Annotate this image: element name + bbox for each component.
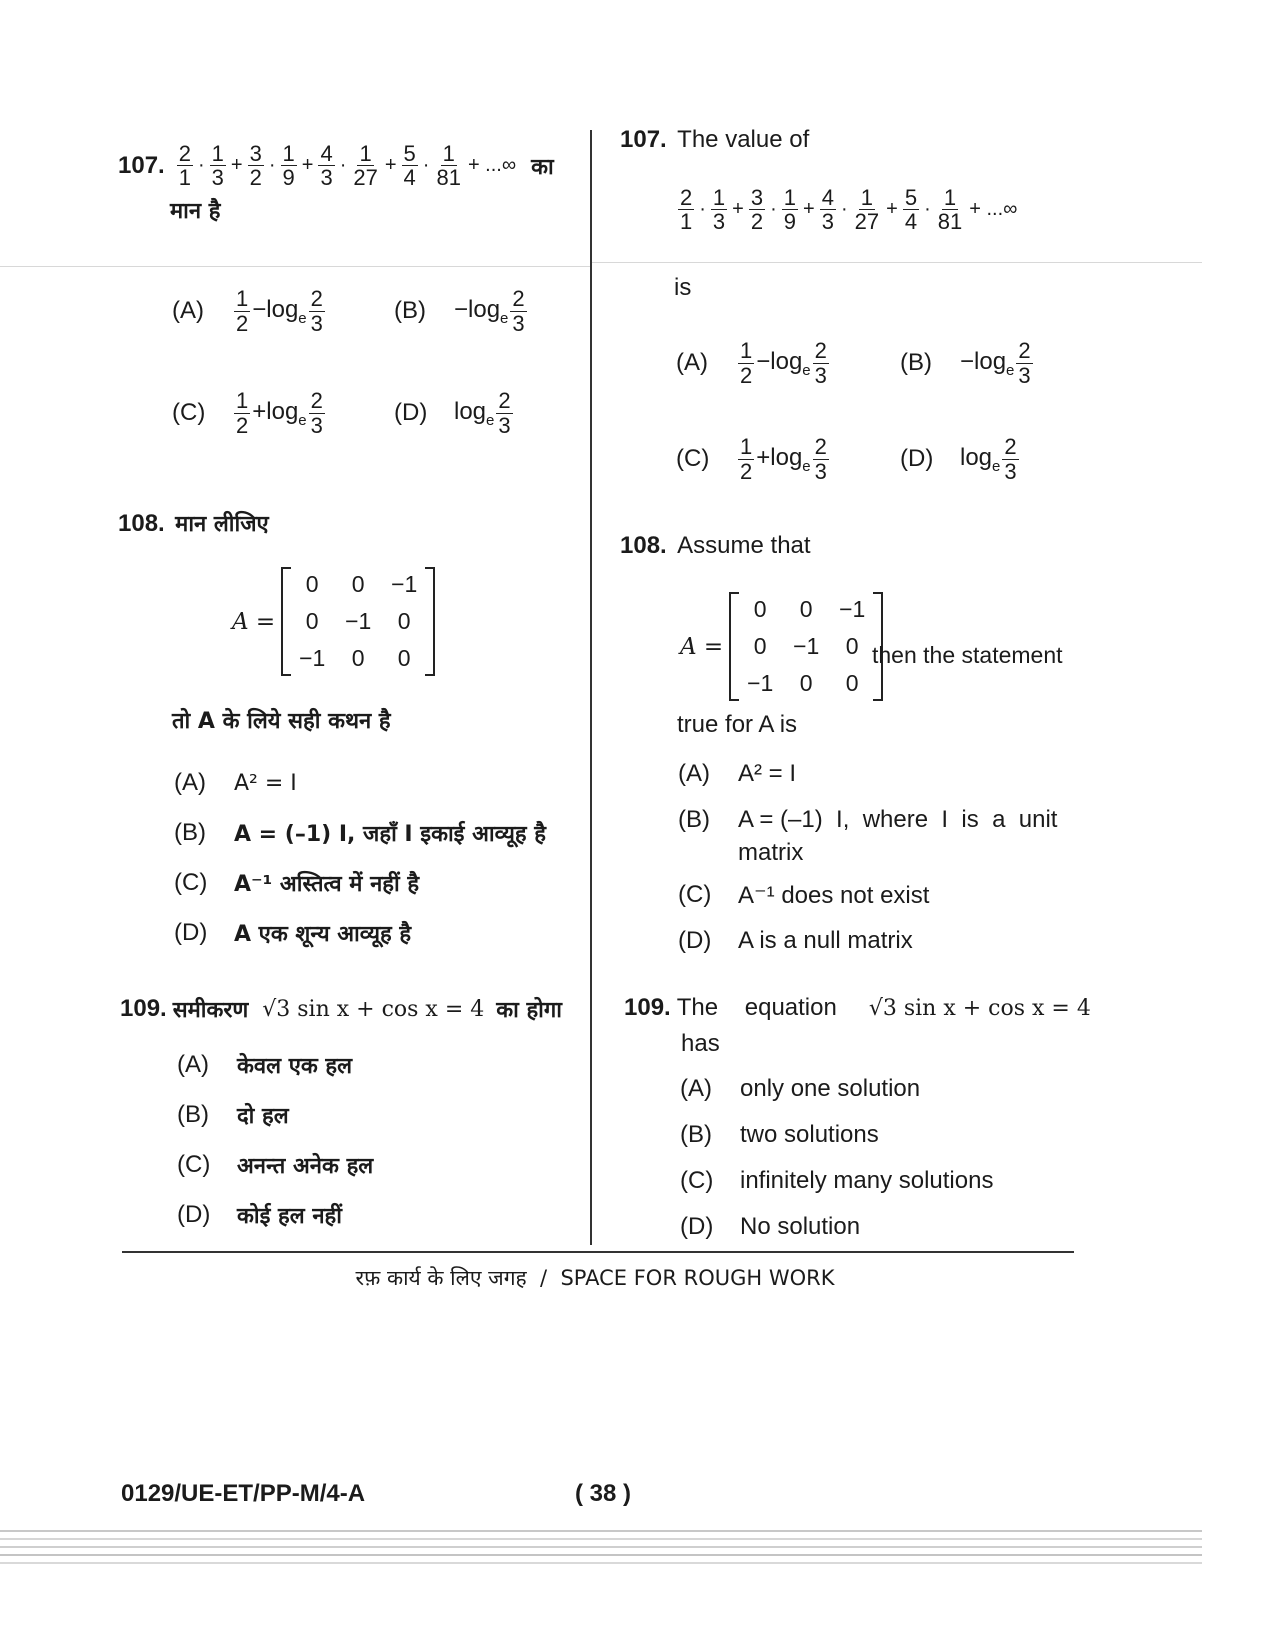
option-c[interactable] <box>680 1158 993 1204</box>
matrix-cell: 0 <box>397 608 411 634</box>
option-a[interactable] <box>177 1040 373 1090</box>
option-label: (D) <box>177 1201 211 1228</box>
option-text: A एक शून्य आव्यूह है <box>234 922 412 947</box>
page-number: ( 38 ) <box>575 1480 632 1507</box>
question-number: 109. <box>624 994 671 1021</box>
option-d[interactable] <box>900 435 1021 482</box>
fraction-half: $\frac{1}{2}$ <box>236 388 249 438</box>
matrix-cell: −1 <box>839 596 866 622</box>
option-label: (C) <box>174 869 208 896</box>
question-number: 109. <box>120 995 167 1022</box>
series-tail: + ...∞ <box>467 154 517 177</box>
option-text: A² = I <box>738 760 797 787</box>
left-q109-options <box>177 1040 373 1240</box>
series-fraction: $\frac{3}{2}$ <box>750 185 764 235</box>
stem-pre: The equation <box>676 994 837 1021</box>
option-label: (B) <box>394 297 426 324</box>
plus-sign: + <box>886 198 898 221</box>
matrix-cell: 0 <box>845 670 859 696</box>
intro-text: Assume that <box>677 532 811 559</box>
option-label: (A) <box>680 1075 712 1102</box>
right-q109-options <box>680 1066 993 1250</box>
option-label: (B) <box>900 349 932 376</box>
option-label: (A) <box>676 349 708 376</box>
matrix-cell: 0 <box>753 633 767 659</box>
option-b[interactable] <box>900 339 1035 386</box>
right-q107-is: is <box>674 274 692 301</box>
question-number: 107. <box>118 151 165 179</box>
left-q109 <box>120 994 562 1024</box>
option-a[interactable] <box>680 1066 993 1112</box>
option-d[interactable] <box>678 918 1057 964</box>
option-b[interactable] <box>680 1112 993 1158</box>
option-label: (C) <box>177 1151 211 1178</box>
fraction-two-thirds: $\frac{2}{3}$ <box>814 338 827 388</box>
plus-log: $+\log_e$ <box>252 397 307 429</box>
matrix-cell: 0 <box>305 571 319 597</box>
fraction-two-thirds: $\frac{2}{3}$ <box>498 388 511 438</box>
series-tail: + ...∞ <box>969 198 1018 221</box>
option-label: (D) <box>900 445 934 472</box>
option-text: अनन्त अनेक हल <box>237 1154 374 1179</box>
option-text: A⁻¹ does not exist <box>738 881 930 909</box>
fraction-half: $\frac{1}{2}$ <box>236 286 249 336</box>
option-d[interactable] <box>394 389 515 436</box>
option-b-continued <box>678 838 1057 868</box>
minus-log: $-\log_e$ <box>756 347 811 379</box>
matrix-cell: −1 <box>299 645 326 671</box>
dot-operator: · <box>422 154 430 177</box>
minus-log: $-\log_e$ <box>252 295 307 327</box>
right-after-matrix: then the statement <box>872 642 1063 668</box>
option-label: (B) <box>678 806 710 833</box>
right-q107 <box>620 126 809 154</box>
dot-operator: · <box>339 154 347 177</box>
matrix-grid <box>729 592 883 701</box>
option-label: (B) <box>174 819 206 846</box>
dot-operator: · <box>840 198 848 221</box>
plus-sign: + <box>301 154 314 177</box>
fraction-two-thirds: $\frac{2}{3}$ <box>512 286 525 336</box>
matrix-cell: −1 <box>747 670 774 696</box>
matrix-cell: −1 <box>793 633 820 659</box>
right-matrix <box>680 592 883 701</box>
dot-operator: · <box>699 198 706 221</box>
option-text: केवल एक हल <box>237 1054 353 1079</box>
option-text: matrix <box>738 839 804 866</box>
series-fraction: $\frac{3}{2}$ <box>249 141 262 191</box>
option-b[interactable] <box>394 287 529 334</box>
option-c[interactable] <box>676 435 900 482</box>
option-label: (C) <box>676 445 710 472</box>
plus-sign: + <box>230 154 243 177</box>
option-d[interactable] <box>680 1204 993 1250</box>
option-label: (D) <box>394 399 428 426</box>
dot-operator: · <box>197 154 205 177</box>
right-q108 <box>620 532 811 560</box>
matrix-cell: 0 <box>845 633 859 659</box>
paper-code: 0129/UE-ET/PP-M/4-A <box>121 1480 366 1507</box>
option-text: A is a null matrix <box>738 927 913 954</box>
option-label: (C) <box>680 1167 714 1194</box>
series-fraction: $\frac{1}{27}$ <box>353 141 378 191</box>
stem-line2: मान है <box>170 199 221 225</box>
suffix-text: का <box>531 154 554 180</box>
option-a[interactable] <box>174 758 546 808</box>
question-number: 108. <box>118 510 165 537</box>
option-text: A = (–1) I, where I is a unit <box>738 806 1058 833</box>
right-q109-line2: has <box>681 1030 720 1057</box>
matrix-cell: 0 <box>351 571 365 597</box>
fraction-two-thirds: $\frac{2}{3}$ <box>1018 338 1031 388</box>
series-fraction: $\frac{5}{4}$ <box>403 141 416 191</box>
fraction-half: $\frac{1}{2}$ <box>740 434 753 484</box>
column-divider <box>590 130 592 1245</box>
plus-sign: + <box>803 198 815 221</box>
left-q108 <box>118 508 269 538</box>
right-q108-stem: true for A is <box>677 711 798 738</box>
plus-sign: + <box>384 154 397 177</box>
fraction-two-thirds: $\frac{2}{3}$ <box>814 434 827 484</box>
option-a[interactable] <box>676 339 900 386</box>
series-fraction: $\frac{1}{9}$ <box>783 185 797 235</box>
left-q108-stem: तो A के लिये सही कथन है <box>172 709 391 734</box>
matrix-cell: 0 <box>799 670 813 696</box>
option-b[interactable] <box>174 808 546 858</box>
right-series-expression <box>676 186 1020 233</box>
matrix-label: A = <box>232 608 276 635</box>
question-number: 107. <box>620 126 667 153</box>
log: $\log_e$ <box>960 443 1001 475</box>
intro-text: मान लीजिए <box>175 512 269 537</box>
minus-log: $-\log_e$ <box>960 347 1015 379</box>
log: $\log_e$ <box>454 397 495 429</box>
right-q109 <box>624 994 1091 1022</box>
equation: √3 sin x + cos x = 4 <box>868 995 1091 1021</box>
matrix-grid <box>281 567 435 676</box>
option-b[interactable] <box>678 802 1057 838</box>
left-q107 <box>118 142 554 225</box>
matrix-cell: −1 <box>391 571 418 597</box>
option-c[interactable] <box>678 872 1057 918</box>
right-q108-options <box>678 752 1057 964</box>
option-c[interactable] <box>177 1140 373 1190</box>
equation: √3 sin x + cos x = 4 <box>262 996 485 1022</box>
matrix-cell: 0 <box>397 645 411 671</box>
left-q108-options <box>174 758 546 958</box>
option-label: (A) <box>177 1051 209 1078</box>
option-label: (B) <box>680 1121 712 1148</box>
series-fraction: $\frac{1}{9}$ <box>282 141 295 191</box>
series-fraction: $\frac{1}{3}$ <box>712 185 726 235</box>
fraction-two-thirds: $\frac{2}{3}$ <box>1004 434 1017 484</box>
series-fraction: $\frac{4}{3}$ <box>320 141 333 191</box>
minus-log: $-\log_e$ <box>454 295 509 327</box>
series-fraction: $\frac{2}{1}$ <box>680 185 693 235</box>
stem-pre: समीकरण <box>172 998 249 1023</box>
option-text: only one solution <box>740 1075 921 1102</box>
option-text: दो हल <box>237 1104 289 1129</box>
matrix-cell: 0 <box>799 596 813 622</box>
series-fraction: $\frac{5}{4}$ <box>904 185 918 235</box>
intro-text: The value of <box>677 126 810 153</box>
option-d[interactable] <box>177 1190 373 1240</box>
fraction-half: $\frac{1}{2}$ <box>740 338 753 388</box>
option-label: (D) <box>174 919 208 946</box>
option-text: No solution <box>740 1213 861 1240</box>
question-number: 108. <box>620 532 667 559</box>
left-q107-options <box>172 282 572 442</box>
series-fraction: $\frac{1}{81}$ <box>937 185 963 235</box>
option-text: कोई हल नहीं <box>237 1204 342 1229</box>
left-section-rule <box>0 266 590 267</box>
option-label: (D) <box>680 1213 714 1240</box>
matrix-cell: 0 <box>305 608 319 634</box>
dot-operator: · <box>924 198 931 221</box>
fraction-two-thirds: $\frac{2}{3}$ <box>310 388 323 438</box>
option-label: (A) <box>678 760 710 787</box>
stem-post: का होगा <box>496 998 562 1023</box>
rough-work-caption: रफ़ कार्य के लिए जगह / SPACE FOR ROUGH WORK <box>355 1266 835 1290</box>
fraction-two-thirds: $\frac{2}{3}$ <box>310 286 323 336</box>
option-b[interactable] <box>177 1090 373 1140</box>
option-c[interactable] <box>172 389 394 436</box>
series-fraction: $\frac{4}{3}$ <box>821 185 834 235</box>
option-a[interactable] <box>172 287 394 334</box>
option-label: (C) <box>678 881 712 908</box>
option-text: infinitely many solutions <box>740 1167 994 1194</box>
option-text: two solutions <box>740 1121 879 1148</box>
series-expression <box>175 142 519 189</box>
option-text: A² = I <box>234 770 297 796</box>
matrix-label: A = <box>680 633 724 660</box>
option-label: (B) <box>177 1101 209 1128</box>
plus-log: $+\log_e$ <box>756 443 811 475</box>
dot-operator: · <box>268 154 276 177</box>
option-d[interactable] <box>174 908 546 958</box>
option-label: (A) <box>172 297 204 324</box>
option-label: (C) <box>172 399 206 426</box>
option-label: (D) <box>678 927 712 954</box>
matrix-cell: 0 <box>351 645 365 671</box>
matrix-cell: 0 <box>753 596 767 622</box>
option-text: A⁻¹ अस्तित्व में नहीं है <box>234 872 420 897</box>
right-q107-options <box>676 334 1096 488</box>
matrix-cell: −1 <box>345 608 372 634</box>
series-fraction: $\frac{1}{27}$ <box>854 185 880 235</box>
right-section-rule <box>592 262 1202 263</box>
plus-sign: + <box>732 198 744 221</box>
dot-operator: · <box>770 198 777 221</box>
bottom-rule <box>122 1251 1074 1253</box>
left-matrix <box>232 567 435 676</box>
series-fraction: $\frac{1}{81}$ <box>436 141 461 191</box>
option-text: A = (–1) I, जहाँ I इकाई आव्यूह है <box>234 822 546 847</box>
series-fraction: $\frac{1}{3}$ <box>211 141 224 191</box>
option-label: (A) <box>174 769 206 796</box>
bottom-edge-lines <box>0 1528 1202 1568</box>
option-c[interactable] <box>174 858 546 908</box>
series-fraction: $\frac{2}{1}$ <box>178 141 191 191</box>
option-a[interactable] <box>678 752 1057 796</box>
